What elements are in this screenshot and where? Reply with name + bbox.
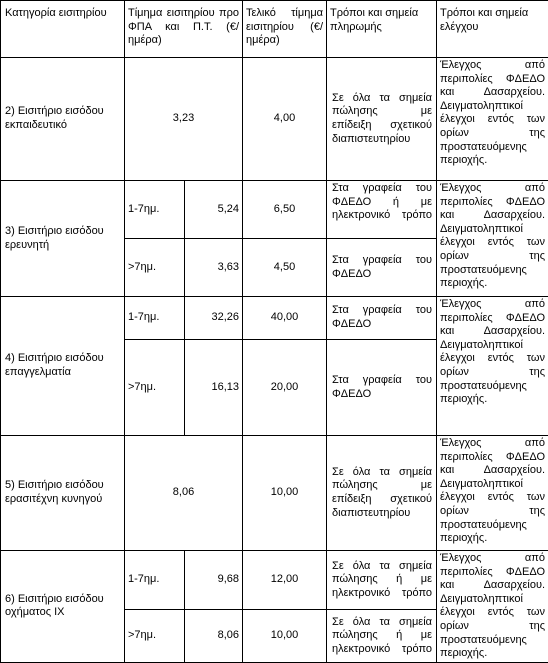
header-row	[1, 1, 548, 58]
header-final-price: Τελικό τίμημα εισιτηρίου (€/ημέρα)	[243, 1, 327, 58]
duration: 1-7ημ.	[125, 181, 185, 239]
table-row	[1, 436, 548, 551]
header-payment: Τρόποι και σημεία πληρωμής	[327, 1, 437, 58]
price-pre-vat: 3,23	[125, 58, 243, 181]
table-row	[1, 58, 548, 181]
table-row	[1, 551, 548, 610]
ticket-category: 6) Εισιτήριο εισόδου οχήματος ΙΧ	[1, 551, 125, 663]
header-category: Κατηγορία εισιτηρίου	[1, 1, 125, 58]
final-price: 6,50	[243, 181, 327, 239]
price-pre-vat: 16,13	[185, 340, 243, 436]
payment-method: Στα γραφεία του ΦΔΕΔΟ	[327, 239, 437, 297]
ticket-category: 5) Εισιτήριο εισόδου ερασιτέχνη κυνηγού	[1, 436, 125, 551]
final-price: 10,00	[243, 610, 327, 662]
table-row	[1, 181, 548, 239]
price-pre-vat: 3,63	[185, 239, 243, 297]
final-price: 12,00	[243, 551, 327, 610]
final-price: 4,00	[243, 58, 327, 181]
control-method: Έλεγχος από περιπολίες ΦΔΕΔΟ και Δασαρχείου. Δειγματοληπτικοί έλεγχοι εντός των ορίων της προστατευόμενης περιοχής.	[437, 58, 548, 181]
payment-method: Στα γραφεία του ΦΔΕΔΟ ή με ηλεκτρονικό τρόπο	[327, 181, 437, 239]
control-method: Έλεγχος από περιπολίες ΦΔΕΔΟ και Δασαρχείου. Δειγματοληπτικοί έλεγχοι εντός των ορίων της προστατευόμενης περιοχής.	[437, 297, 548, 436]
control-method: Έλεγχος από περιπολίες ΦΔΕΔΟ και Δασαρχείου. Δειγματοληπτικοί έλεγχοι εντός των ορίων της προστατευόμενης περιοχής.	[437, 436, 548, 551]
final-price: 10,00	[243, 436, 327, 551]
final-price: 4,50	[243, 239, 327, 297]
final-price: 40,00	[243, 297, 327, 340]
payment-method: Στα γραφεία του ΦΔΕΔΟ	[327, 340, 437, 436]
table-row	[1, 297, 548, 340]
payment-method: Σε όλα τα σημεία πώλησης με επίδειξη σχετικού διαπιστευτηρίου	[327, 436, 437, 551]
price-pre-vat: 8,06	[125, 436, 243, 551]
duration: >7ημ.	[125, 239, 185, 297]
price-pre-vat: 9,68	[185, 551, 243, 610]
duration: 1-7ημ.	[125, 297, 185, 340]
payment-method: Σε όλα τα σημεία πώλησης ή με ηλεκτρονικό τρόπο	[327, 610, 437, 662]
ticket-category: 3) Εισιτήριο εισόδου ερευνητή	[1, 181, 125, 297]
payment-method: Σε όλα τα σημεία πώλησης με επίδειξη σχετικού διαπιστευτηρίου	[327, 58, 437, 181]
header-price-pre-vat: Τίμημα εισιτηρίου προ ΦΠΑ και Π.Τ. (€/ημέρα)	[125, 1, 243, 58]
price-pre-vat: 5,24	[185, 181, 243, 239]
duration: >7ημ.	[125, 340, 185, 436]
header-control: Τρόποι και σημεία ελέγχου	[437, 1, 548, 58]
control-method: Έλεγχος από περιπολίες ΦΔΕΔΟ και Δασαρχείου. Δειγματοληπτικοί έλεγχοι εντός των ορίων της προστατευόμενης περιοχής.	[437, 181, 548, 297]
ticket-category: 2) Εισιτήριο εισόδου εκπαιδευτικό	[1, 58, 125, 181]
payment-method: Σε όλα τα σημεία πώλησης ή με ηλεκτρονικό τρόπο	[327, 551, 437, 610]
final-price: 20,00	[243, 340, 327, 436]
control-method: Έλεγχος από περιπολίες ΦΔΕΔΟ και Δασαρχείου. Δειγματοληπτικοί έλεγχοι εντός των ορίων της προστατευόμενης περιοχής.	[437, 551, 548, 663]
duration: 1-7ημ.	[125, 551, 185, 610]
ticket-category: 4) Εισιτήριο εισόδου επαγγελματία	[1, 297, 125, 436]
price-pre-vat: 8,06	[185, 610, 243, 662]
price-pre-vat: 32,26	[185, 297, 243, 340]
payment-method: Στα γραφεία του ΦΔΕΔΟ	[327, 297, 437, 340]
duration: >7ημ.	[125, 610, 185, 662]
